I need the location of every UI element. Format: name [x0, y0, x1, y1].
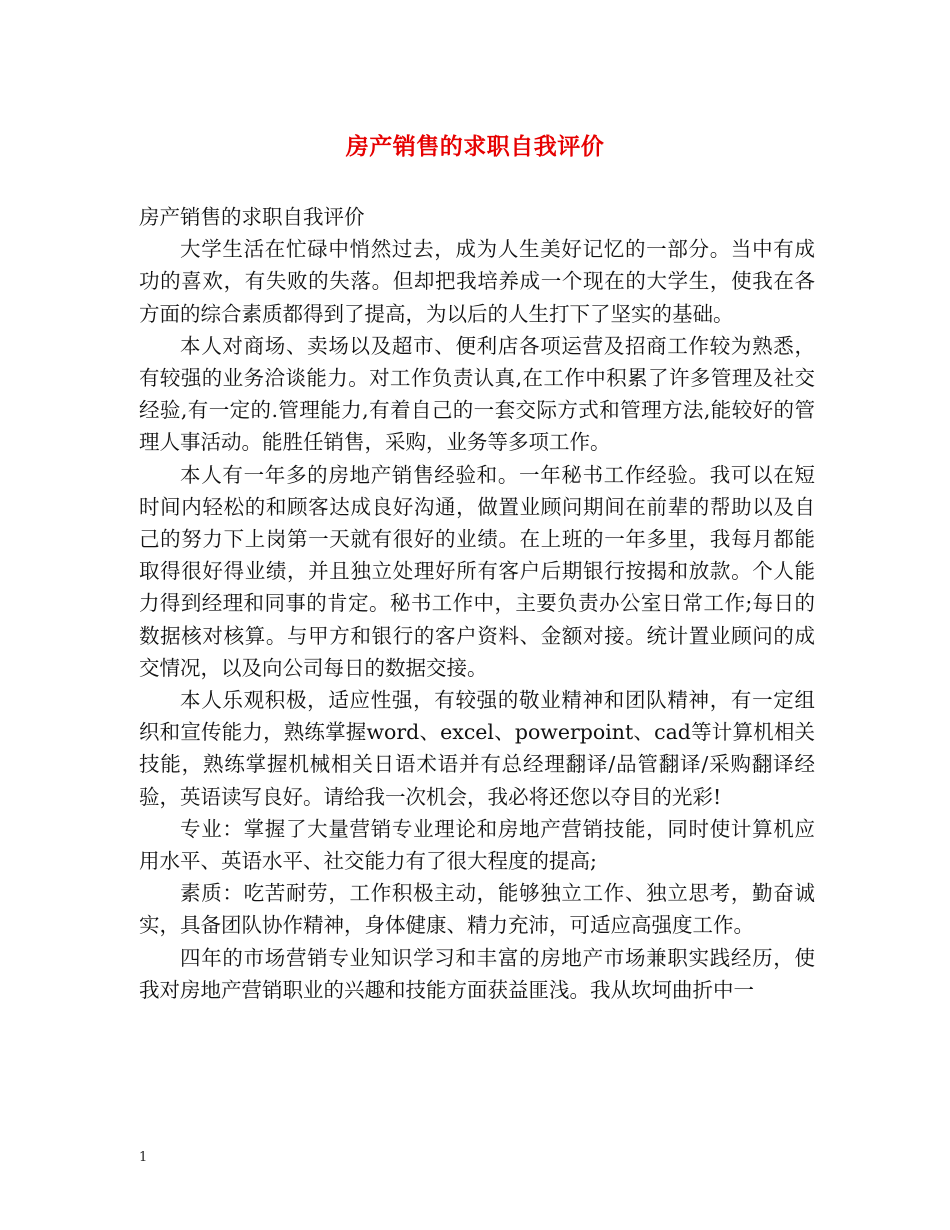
- paragraph-2: 本人对商场、卖场以及超市、便利店各项运营及招商工作较为熟悉，有较强的业务洽谈能力。对工作负责认真,在工作中积累了许多管理及社交经验,有一定的.管理能力,有着自己的一套交际方式和管理方法,能较好的管理人事活动。能胜任销售，采购，业务等多项工作。: [139, 333, 815, 455]
- paragraph-1: 大学生活在忙碌中悄然过去，成为人生美好记忆的一部分。当中有成功的喜欢，有失败的失落。但却把我培养成一个现在的大学生，使我在各方面的综合素质都得到了提高，为以后的人生打下了坚实的基础。: [139, 237, 815, 326]
- document-subtitle: 房产销售的求职自我评价: [139, 205, 365, 229]
- paragraph-5: 专业：掌握了大量营销专业理论和房地产营销技能，同时使计算机应用水平、英语水平、社交能力有了很大程度的提高;: [139, 816, 815, 874]
- document-body: [139, 201, 815, 1006]
- page-number: 1: [139, 1150, 148, 1165]
- paragraph-7: 四年的市场营销专业知识学习和丰富的房地产市场兼职实践经历，使我对房地产营销职业的兴趣和技能方面获益匪浅。我从坎坷曲折中一: [139, 945, 815, 1002]
- paragraph-4: 本人乐观积极，适应性强，有较强的敬业精神和团队精神，有一定组织和宣传能力，熟练掌握word、excel、powerpoint、cad等计算机相关技能，熟练掌握机械相关日语术语并有总经理翻译/品管翻译/采购翻译经验，英语读写良好。请给我一次机会，我必将还您以夺目的光彩!: [139, 688, 815, 809]
- paragraph-3: 本人有一年多的房地产销售经验和。一年秘书工作经验。我可以在短时间内轻松的和顾客达成良好沟通，做置业顾问期间在前辈的帮助以及自己的努力下上岗第一天就有很好的业绩。在上班的一年多里，我每月都能取得很好得业绩，并且独立处理好所有客户后期银行按揭和放款。个人能力得到经理和同事的肯定。秘书工作中，主要负责办公室日常工作;每日的数据核对核算。与甲方和银行的客户资料、金额对接。统计置业顾问的成交情况，以及向公司每日的数据交接。: [139, 462, 815, 680]
- document-title: 房产销售的求职自我评价: [345, 133, 605, 160]
- paragraph-6: 素质：吃苦耐劳，工作积极主动，能够独立工作、独立思考，勤奋诚实，具备团队协作精神，身体健康、精力充沛，可适应高强度工作。: [139, 881, 815, 938]
